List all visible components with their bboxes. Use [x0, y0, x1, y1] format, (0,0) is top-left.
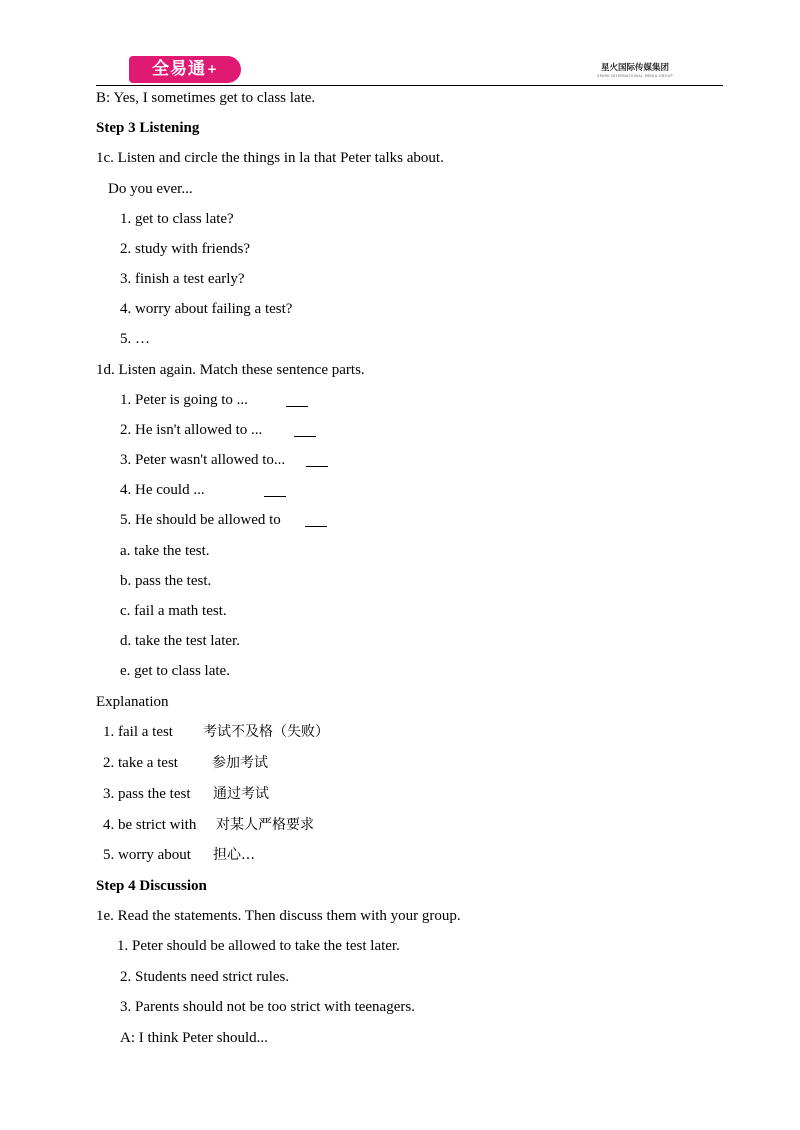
match-item: 1. Peter is going to ... [120, 392, 248, 408]
phrase-meaning: 通过考试 [213, 786, 269, 802]
option-item: e. get to class late. [120, 663, 230, 679]
list-item: 2. study with friends? [120, 241, 250, 257]
list-item: 5. … [120, 331, 150, 347]
sparkle-icon: + [206, 62, 219, 76]
answer-blank[interactable] [286, 394, 308, 407]
statement-item: 1. Peter should be allowed to take the test later. [117, 938, 400, 954]
phrase-term: 4. be strict with [103, 817, 197, 833]
phrase-meaning: 担心… [213, 847, 255, 863]
phrase-meaning: 对某人严格要求 [216, 817, 314, 833]
dialogue-line: B: Yes, I sometimes get to class late. [96, 90, 316, 106]
option-item: c. fail a math test. [120, 603, 227, 619]
match-item: 3. Peter wasn't allowed to... [120, 452, 286, 468]
phrase-term: 1. fail a test [103, 724, 173, 740]
match-item: 5. He should be allowed to [120, 512, 281, 528]
section-heading-step4: Step 4 Discussion [96, 878, 207, 894]
company-name: 星火国际传媒集团 [600, 63, 669, 73]
brand-logo [129, 56, 241, 83]
option-item: b. pass the test. [120, 573, 212, 589]
header-divider [96, 85, 723, 86]
question-intro: Do you ever... [108, 181, 193, 197]
section-heading-step3: Step 3 Listening [96, 120, 200, 136]
instruction-1c: 1c. Listen and circle the things in la that Peter talks about. [96, 150, 444, 166]
phrase-term: 5. worry about [103, 847, 191, 863]
company-subtitle: SPARK INTERNATIONAL MEDIA GROUP [597, 74, 673, 78]
option-item: a. take the test. [120, 543, 210, 559]
match-item: 2. He isn't allowed to ... [120, 422, 263, 438]
dialogue-line: A: I think Peter should... [120, 1030, 268, 1046]
answer-blank[interactable] [305, 514, 327, 527]
answer-blank[interactable] [264, 484, 286, 497]
phrase-meaning: 考试不及格（失败） [203, 724, 329, 740]
list-item: 1. get to class late? [120, 211, 234, 227]
phrase-term: 2. take a test [103, 755, 178, 771]
statement-item: 3. Parents should not be too strict with teenagers. [120, 999, 415, 1015]
answer-blank[interactable] [306, 454, 328, 467]
explanation-heading: Explanation [96, 694, 169, 710]
statement-item: 2. Students need strict rules. [120, 969, 290, 985]
match-item: 4. He could ... [120, 482, 205, 498]
phrase-meaning: 参加考试 [212, 755, 268, 771]
list-item: 3. finish a test early? [120, 271, 245, 287]
instruction-1d: 1d. Listen again. Match these sentence parts. [96, 362, 365, 378]
option-item: d. take the test later. [120, 633, 240, 649]
brand-logo-text: 全易通 [151, 59, 206, 79]
phrase-term: 3. pass the test [103, 786, 191, 802]
answer-blank[interactable] [294, 424, 316, 437]
page-header [0, 0, 800, 90]
list-item: 4. worry about failing a test? [120, 301, 293, 317]
instruction-1e: 1e. Read the statements. Then discuss them with your group. [96, 908, 461, 924]
